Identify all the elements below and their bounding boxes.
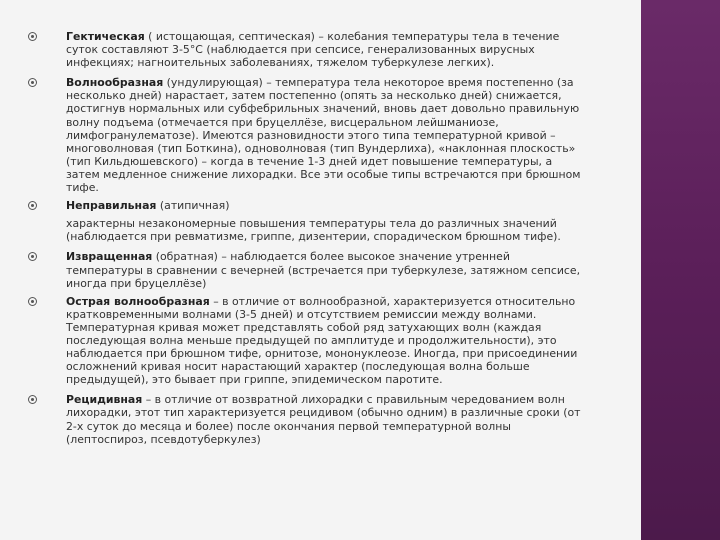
bullet-icon xyxy=(28,297,37,306)
list-item-irregular xyxy=(28,199,588,212)
list-item-undulant xyxy=(28,76,588,194)
term-description: – в отличие от возвратной лихорадки с правильным чередованием волн лихорадки, этот тип характеризуется рецидивом (обычно одним) в различные сроки (от 2-х суток до месяца и более) после окончания первой температурной волны (лептоспироз, псевдотуберкулез) xyxy=(66,393,581,446)
term-label: Острая волнообразная xyxy=(66,294,210,308)
list-item-hectic xyxy=(28,30,588,69)
bullet-icon xyxy=(28,32,37,41)
term-description: (ундулирующая) – температура тела некоторое время постепенно (за несколько дней) нарастает, затем постепенно (опять за несколько дней) снижается, достигнув нормальных или субфебрильных значений, вновь дает довольно правильную волну подъема (отмечается при бруцеллёзе, висцеральном лейшманиозе, лимфогранулематозе). Имеются разновидности этого типа температурной кривой – многоволновая (тип Боткина), одноволновая (тип Вундерлиха), «наклонная плоскость» (тип Кильдюшевского) – когда в течение 1-3 дней идет повышение температуры, а затем медленное снижение лихорадки. Все эти особые типы встречаются при брюшном тифе. xyxy=(66,76,581,195)
term-label: Волнообразная xyxy=(66,76,164,90)
term-description: ( истощающая, септическая) – колебания температуры тела в течение суток составляют 3-5°С (наблюдается при сепсисе, генерализованных вирусных инфекциях; нагноительных заболеваниях, тяжелом туберкулезе легких). xyxy=(66,30,560,70)
decorative-side-band xyxy=(641,0,720,540)
list-item-acute-undulant xyxy=(28,295,588,387)
bullet-icon xyxy=(28,201,37,210)
bullet-icon xyxy=(28,252,37,261)
bullet-icon xyxy=(28,78,37,87)
term-label: Рецидивная xyxy=(66,393,143,407)
term-description: (атипичная) xyxy=(156,199,230,213)
term-label: Гектическая xyxy=(66,30,145,43)
term-description: – в отличие от волнообразной, характеризуется относительно кратковременными волнами (3-5 дней) и отсутствием ремиссии между волнами. Температурная кривая может представлять собой ряд затухающих волн (каждая последующая волна меньше предыдущей по амплитуде и продолжительности), это наблюдается при брюшном тифе, орнитозе, мононуклеозе. Иногда, при присоединении осложнений кривая носит нарастающий характер (последующая волна больше предыдущей), это бывает при гриппе, эпидемическом паротите. xyxy=(66,294,578,387)
list-item-inverted xyxy=(28,250,588,289)
term-label: Извращенная xyxy=(66,250,153,264)
irregular-description: характерны незакономерные повышения температуры тела до различных значений (наблюдается при ревматизме, гриппе, дизентерии, спорадическом брюшном тифе). xyxy=(66,217,561,244)
list-item-recurrent xyxy=(28,393,588,445)
term-label: Неправильная xyxy=(66,199,157,213)
bullet-list xyxy=(28,30,588,446)
term-description: (обратная) – наблюдается более высокое значение утренней температуры в сравнении с вечерней (встречается при туберкулезе, затяжном сепсисе, иногда при бруцеллёзе) xyxy=(66,250,581,290)
bullet-icon xyxy=(28,395,37,404)
